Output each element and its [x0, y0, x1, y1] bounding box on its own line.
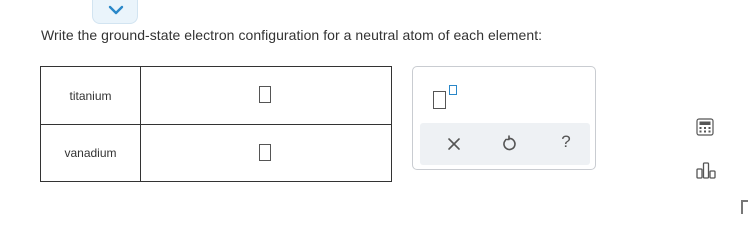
- superscript-box: [449, 85, 457, 95]
- answer-table: [40, 66, 392, 182]
- question-prompt: Write the ground-state electron configuration for a neutral atom of each element:: [41, 27, 543, 43]
- answer-row: [41, 124, 391, 181]
- titanium-answer-input[interactable]: [259, 86, 271, 103]
- math-tool-panel: [412, 66, 596, 170]
- undo-icon: [499, 134, 519, 154]
- column-divider: [140, 125, 141, 181]
- element-label: titanium: [69, 88, 112, 103]
- clear-button[interactable]: [444, 134, 464, 154]
- collapse-tab[interactable]: [92, 0, 138, 24]
- calculator-icon[interactable]: [696, 118, 714, 136]
- answer-row: [41, 67, 391, 124]
- action-bar: [420, 123, 590, 165]
- partial-toolbar-icon: [741, 200, 748, 214]
- undo-button[interactable]: [499, 134, 519, 154]
- periodic-table-icon[interactable]: [696, 160, 716, 180]
- chevron-down-icon: [107, 3, 125, 17]
- help-button[interactable]: ?: [561, 132, 571, 151]
- column-divider: [140, 67, 141, 124]
- x-icon: [444, 134, 464, 154]
- element-label: vanadium: [64, 146, 117, 160]
- base-box: [433, 91, 446, 109]
- vanadium-answer-input[interactable]: [259, 144, 271, 161]
- superscript-template-icon[interactable]: [433, 83, 463, 111]
